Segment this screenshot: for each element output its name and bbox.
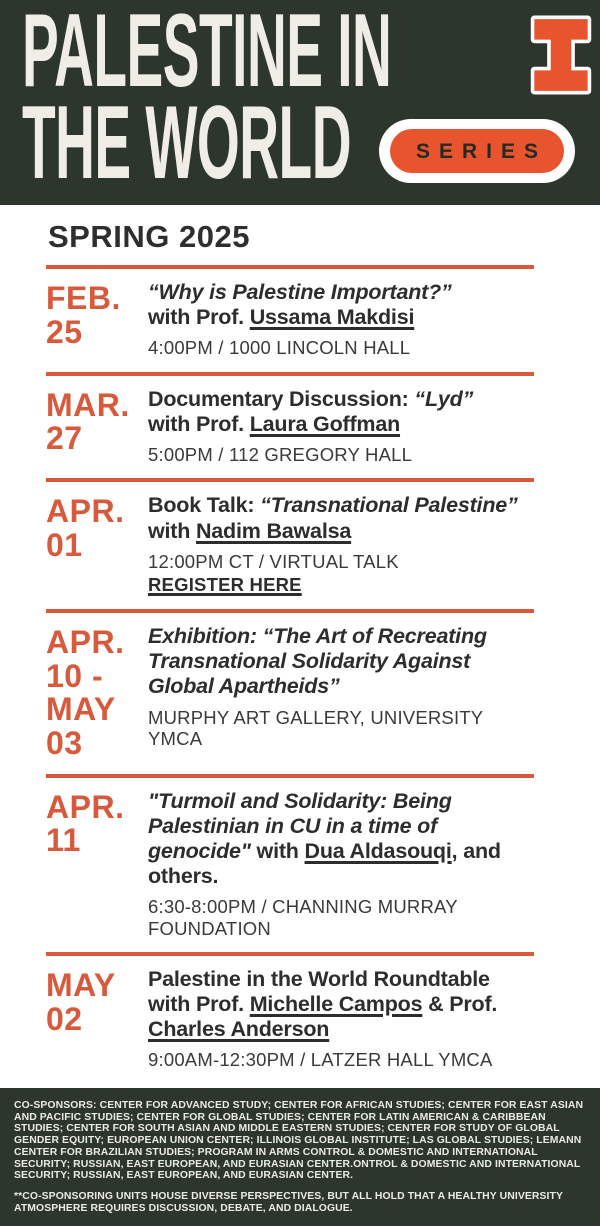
event-row-feb-25	[46, 269, 534, 376]
speaker-link[interactable]: Michelle Campos	[249, 992, 423, 1017]
event-title-quote: “Why is Palestine Important?”	[148, 280, 452, 304]
event-title-mid: & Prof.	[422, 992, 498, 1017]
event-date	[46, 624, 148, 760]
speaker-link[interactable]: Laura Goffman	[249, 411, 401, 436]
event-with-text: with Prof.	[148, 305, 250, 330]
event-date-line: 25	[46, 313, 83, 350]
title-line-2: THE WORLD	[22, 84, 351, 201]
series-badge-pill	[390, 129, 564, 173]
event-title-quote: “Transnational Palestine”	[260, 493, 518, 518]
event-time-location: MURPHY ART GALLERY, UNIVERSITY YMCA	[148, 706, 484, 750]
event-date-line: APR.	[46, 624, 125, 661]
event-date	[46, 387, 148, 466]
event-title	[148, 789, 534, 890]
event-date-line: APR.	[46, 788, 125, 825]
event-time-location: 4:00PM / 1000 LINCOLN HALL	[148, 337, 411, 359]
series-badge	[379, 119, 575, 183]
event-date-line: MAR.	[46, 386, 130, 423]
event-time-location: 5:00PM / 112 GREGORY HALL	[148, 444, 413, 466]
event-details	[148, 624, 534, 760]
event-time-location: 6:30-8:00PM / CHANNING MURRAY FOUNDATION	[148, 896, 458, 939]
event-with-text: with	[250, 838, 305, 863]
event-date	[46, 967, 148, 1071]
event-time-location: 12:00PM CT / VIRTUAL TALK	[148, 550, 399, 572]
event-date-line: 27	[46, 420, 83, 457]
illinois-block-i-icon	[528, 13, 594, 97]
event-date	[46, 280, 148, 359]
event-row-apr-01	[46, 482, 534, 613]
events-content	[46, 215, 534, 1084]
speaker-link[interactable]: Nadim Bawalsa	[195, 518, 352, 543]
series-badge-label: SERIES	[415, 139, 547, 163]
event-title	[148, 387, 534, 437]
header	[0, 0, 600, 205]
event-date-line: 10 -	[46, 657, 104, 694]
event-title	[148, 624, 534, 699]
cosponsors-text: CO-SPONSORS: CENTER FOR ADVANCED STUDY; CENTER FOR AFRICAN STUDIES; CENTER FOR EAST ASIAN AND PACIFIC STUDIES; CENTER FOR GLOBAL STUDIES; CENTER FOR LATIN AMERICAN & CARIBBEAN STUDIES; CENTER FOR SOUTH ASIAN AND MIDDLE EASTERN STUDIES; CENTER FOR STUDY OF GLOBAL GENDER EQUITY; EUROPEAN UNION CENTER; ILLINOIS GLOBAL INSTITUTE; LAS GLOBAL STUDIES; LEMANN CENTER FOR BRAZILIAN STUDIES; PROGRAM IN ARMS CONTROL & DOMESTIC AND INTERNATIONAL SECURITY; RUSSIAN, EAST EUROPEAN, AND EURASIAN CENTER.ONTROL & DOMESTIC AND INTERNATIONAL SECURITY; RUSSIAN, EAST EUROPEAN, AND EURASIAN CENTER.	[14, 1099, 584, 1182]
event-date-line: 02	[46, 1000, 83, 1037]
event-title-text: Palestine in the World Roundtable with Prof.	[148, 967, 490, 1017]
event-title	[148, 967, 534, 1042]
event-date-line: MAY	[46, 691, 116, 728]
event-row-may-02	[46, 956, 534, 1084]
event-row-apr-10-may-03	[46, 613, 534, 777]
event-date	[46, 493, 148, 596]
title-line-1: PALESTINE IN	[22, 0, 392, 109]
register-here-link[interactable]: REGISTER HERE	[148, 574, 302, 596]
event-date-line: FEB.	[46, 280, 121, 316]
event-details	[148, 280, 534, 359]
speaker-link[interactable]: Charles Anderson	[148, 1017, 330, 1042]
event-title-suffix: , and others.	[148, 838, 501, 888]
event-title-quote: “Lyd”	[414, 386, 474, 411]
event-details	[148, 789, 534, 939]
cosponsor-note-text: **CO-SPONSORING UNITS HOUSE DIVERSE PERSPECTIVES, BUT ALL HOLD THAT A HEALTHY UNIVERSITY ATMOSPHERE REQUIRES DISCUSSION, DEBATE, AND DIALOGUE.	[14, 1191, 563, 1214]
event-date	[46, 789, 148, 939]
events-section	[0, 205, 600, 1088]
event-details	[148, 387, 534, 466]
event-title	[148, 493, 534, 543]
event-row-mar-27	[46, 376, 534, 483]
event-date-line: 01	[46, 527, 83, 564]
event-title-quote: Exhibition: “The Art of Recreating Transnational Solidarity Against Global Apartheids”	[148, 624, 487, 699]
event-title-quote: "Turmoil and Solidarity: Being Palestinian in CU in a time of genocide"	[148, 788, 452, 863]
event-date-line: 03	[46, 724, 83, 761]
event-row-apr-11	[46, 778, 534, 956]
event-with-text: with	[148, 518, 196, 543]
event-date-line: APR.	[46, 493, 125, 530]
event-title-text: Documentary Discussion:	[148, 386, 415, 411]
event-title-text: Book Talk:	[148, 493, 261, 518]
speaker-link[interactable]: Ussama Makdisi	[249, 305, 415, 330]
event-date-line: MAY	[46, 967, 116, 1004]
event-details	[148, 493, 534, 596]
event-date-line: 11	[46, 822, 81, 859]
event-title	[148, 280, 534, 330]
event-time-location: 9:00AM-12:30PM / LATZER HALL YMCA	[148, 1049, 493, 1071]
event-details	[148, 967, 534, 1071]
footer	[0, 1088, 600, 1226]
event-with-text: with Prof.	[148, 411, 250, 436]
season-heading: SPRING 2025	[46, 215, 534, 269]
speaker-link[interactable]: Dua Aldasouqi	[304, 838, 452, 863]
